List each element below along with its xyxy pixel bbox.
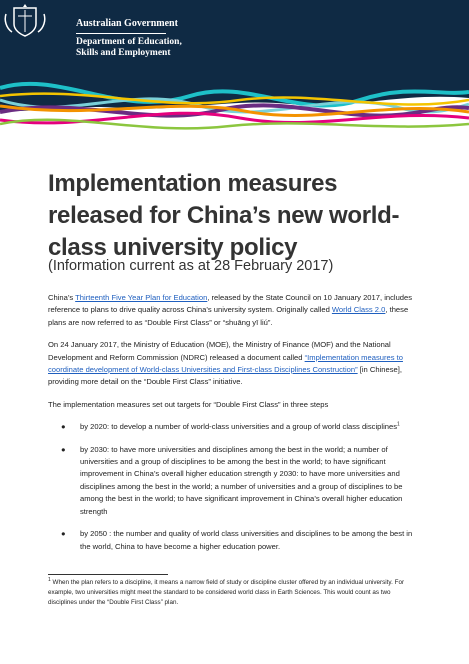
footnote — [48, 578, 420, 608]
page-title: Implementation measures released for China’s new world-class university policy — [48, 170, 400, 261]
targets-intro: The implementation measures set out targets for “Double First Class” in three steps — [48, 399, 329, 409]
list-item — [48, 444, 423, 518]
coat-of-arms-icon — [0, 0, 50, 40]
page-subtitle: (Information current as at 28 February 2017) — [48, 258, 334, 274]
targets-list — [48, 421, 423, 553]
text-span: [in Chinese], providing more detail on the “Double First Class” initiative. — [48, 365, 402, 387]
world-class-2-link[interactable]: World Class 2.0 — [331, 305, 386, 315]
announcement-paragraph — [48, 339, 423, 389]
footnote-divider — [48, 574, 168, 575]
intro-paragraph — [48, 292, 423, 329]
gov-name: Australian Government — [76, 18, 178, 29]
footnote-text: When the plan refers to a discipline, it means a narrow field of study or discipline cluster offered by an individual university. For example, two universities might meet the standard to be considered world class in Earth Sciences. This would count as two disciplines under the “Double First Class” plan. — [48, 579, 405, 606]
list-item — [48, 421, 423, 433]
bullet-icon: ● — [61, 529, 66, 539]
thirteenth-five-year-plan-link[interactable]: Thirteenth Five Year Plan for Education — [75, 293, 208, 302]
department-name-line1: Department of Education, — [76, 37, 182, 47]
text-span: China’s — [48, 293, 76, 302]
bullet-icon: ● — [61, 444, 66, 454]
implementation-measures-link[interactable]: “Implementation measures to coordinate development of World-class Universities and First-class Disciplines Construction” — [48, 352, 403, 375]
list-item-text: by 2050 : the number and quality of world class universities and disciplines to be among the best in the world, China to have become a higher education power. — [80, 529, 413, 551]
list-item-text: by 2030: to have more universities and disciplines among the best in the world; a number of universities and a group of disciplines to be among the best in the world; to have significant improvement in China’s overall higher education strength y 2030: to have more universities and disciplines among the best in the world; a number of universities and a group of disciplines to be among the best in the world; to have significant improvement in China’s overall higher education strength — [80, 444, 403, 516]
text-span: On 24 January 2017, the Ministry of Education (MOE), the Ministry of Finance (MOF) and the National Development and Reform Commission (NDRC) released a document called — [48, 340, 391, 362]
banner-graphic — [0, 0, 469, 140]
bullet-icon: ● — [61, 422, 66, 432]
footnote-number: 1 — [48, 576, 51, 583]
list-item-text: by 2020: to develop a number of world-class universities and a group of world class disciplines — [80, 422, 397, 432]
list-item — [48, 528, 423, 553]
footnote-reference[interactable]: 1 — [397, 421, 400, 428]
text-span: , these plans are now referred to as “Double First Class” or “shuāng yī liú”. — [48, 305, 409, 327]
document-body — [48, 292, 423, 563]
government-wordmark — [76, 18, 182, 59]
header-banner — [0, 0, 469, 140]
department-name-line2: Skills and Employment — [76, 48, 171, 58]
text-span: , released by the State Council on 10 January 2017, includes reference to plans to drive quality across China’s university system. Originally called — [48, 293, 413, 315]
gov-divider — [76, 33, 166, 34]
